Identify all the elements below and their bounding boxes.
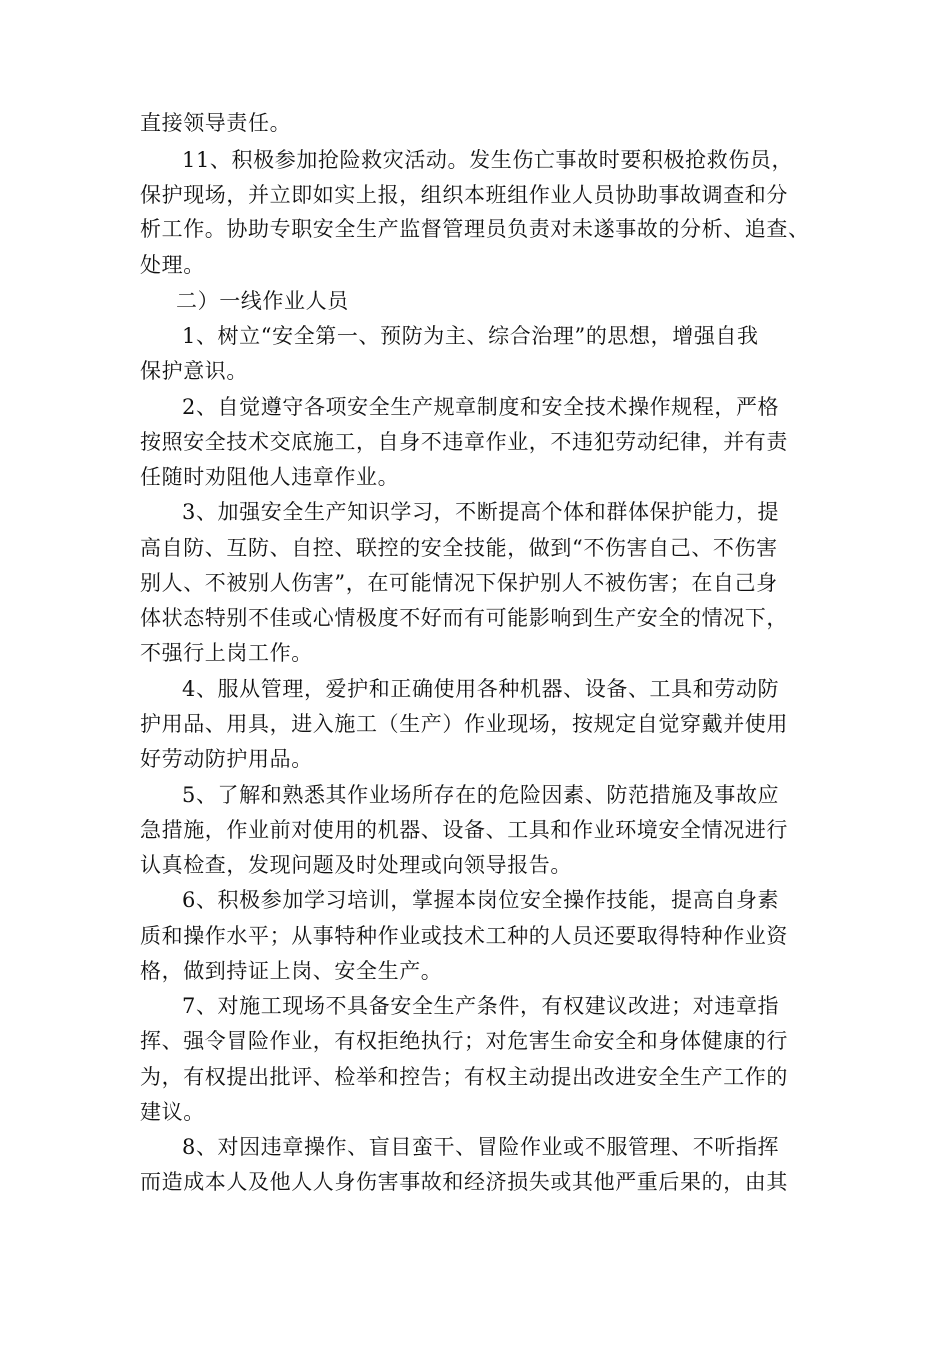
text-line: 认真检查，发现问题及时处理或向领导报告。	[140, 853, 572, 877]
text-line: 质和操作水平；从事特种作业或技术工种的人员还要取得特种作业资	[140, 924, 788, 948]
text-line: 5、了解和熟悉其作业场所存在的危险因素、防范措施及事故应	[182, 783, 780, 807]
section-heading: 二）一线作业人员	[176, 289, 349, 313]
text-line: 而造成本人及他人人身伤害事故和经济损失或其他严重后果的，由其	[140, 1170, 788, 1194]
text-line: 任随时劝阻他人违章作业。	[140, 465, 400, 489]
text-line: 保护意识。	[140, 359, 248, 383]
text-line: 3、加强安全生产知识学习，不断提高个体和群体保护能力，提	[182, 500, 780, 524]
text-line: 1、树立“安全第一、预防为主、综合治理”的思想，增强自我	[182, 324, 759, 348]
text-line: 处理。	[140, 253, 205, 277]
text-line: 急措施，作业前对使用的机器、设备、工具和作业环境安全情况进行	[140, 818, 788, 842]
text-line: 8、对因违章操作、盲目蛮干、冒险作业或不服管理、不听指挥	[182, 1135, 780, 1159]
text-line: 7、对施工现场不具备安全生产条件，有权建议改进；对违章指	[182, 994, 780, 1018]
text-line: 不强行上岗工作。	[140, 641, 313, 665]
text-line: 析工作。协助专职安全生产监督管理员负责对未遂事故的分析、追查、	[140, 217, 810, 241]
text-line: 好劳动防护用品。	[140, 747, 313, 771]
text-line: 11、积极参加抢险救灾活动。发生伤亡事故时要积极抢救伤员，	[182, 148, 794, 172]
text-line: 格，做到持证上岗、安全生产。	[140, 959, 443, 983]
text-line: 建议。	[140, 1100, 205, 1124]
text-line: 直接领导责任。	[140, 111, 292, 135]
text-line: 别人、不被别人伤害”，在可能情况下保护别人不被伤害；在自己身	[140, 571, 778, 595]
text-line: 保护现场，并立即如实上报，组织本班组作业人员协助事故调查和分	[140, 183, 788, 207]
text-line: 高自防、互防、自控、联控的安全技能，做到“不伤害自己、不伤害	[140, 536, 778, 560]
text-line: 为，有权提出批评、检举和控告；有权主动提出改进安全生产工作的	[140, 1065, 788, 1089]
text-line: 挥、强令冒险作业，有权拒绝执行；对危害生命安全和身体健康的行	[140, 1029, 788, 1053]
text-line: 体状态特别不佳或心情极度不好而有可能影响到生产安全的情况下，	[140, 606, 788, 630]
text-line: 6、积极参加学习培训，掌握本岗位安全操作技能，提高自身素	[182, 888, 780, 912]
text-line: 4、服从管理，爱护和正确使用各种机器、设备、工具和劳动防	[182, 677, 780, 701]
text-line: 护用品、用具，进入施工（生产）作业现场，按规定自觉穿戴并使用	[140, 712, 788, 736]
text-line: 2、自觉遵守各项安全生产规章制度和安全技术操作规程，严格	[182, 395, 780, 419]
text-line: 按照安全技术交底施工，自身不违章作业，不违犯劳动纪律，并有责	[140, 430, 788, 454]
